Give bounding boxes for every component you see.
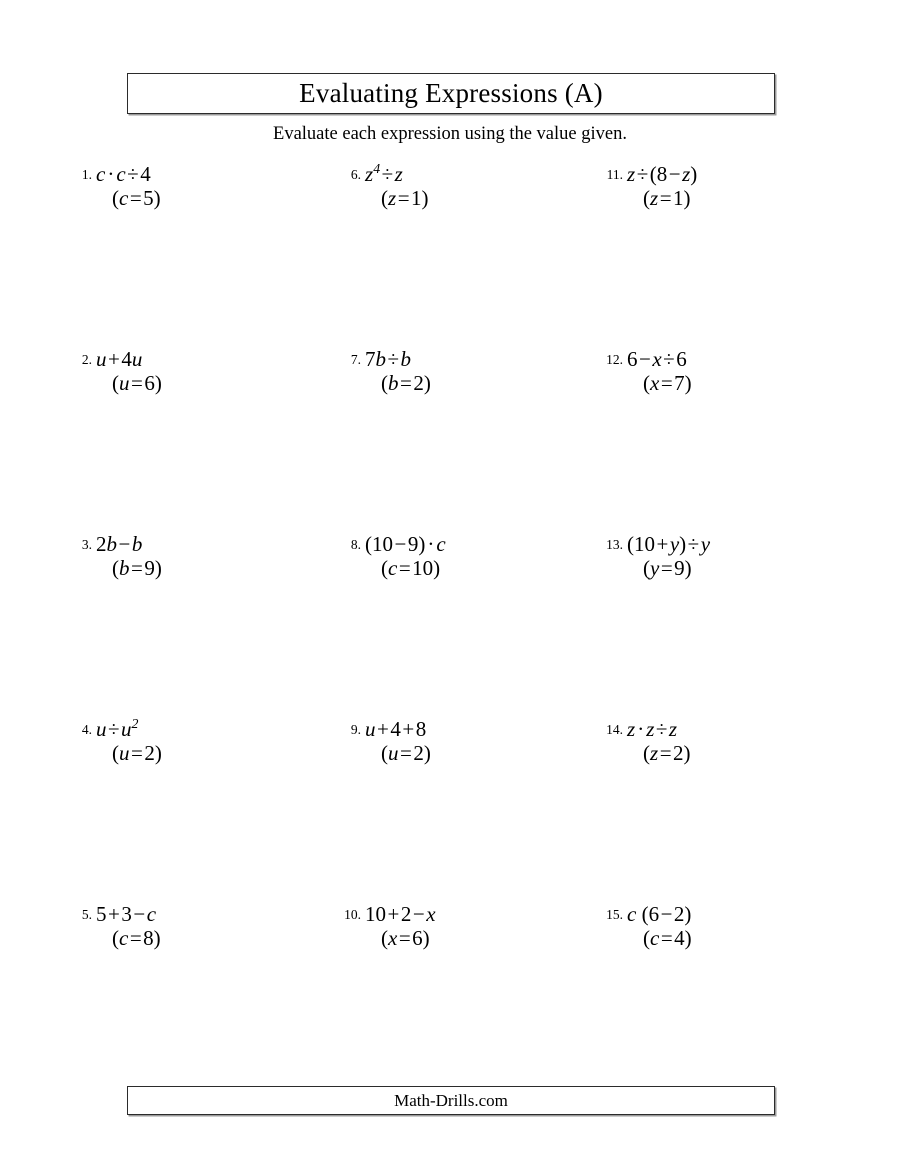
problem-1	[68, 163, 265, 210]
problem-cell-14	[535, 718, 900, 903]
problem-expression: 2b−b	[96, 532, 143, 556]
problem-number: 3.	[81, 537, 92, 552]
problem-number: 4.	[81, 722, 92, 737]
problem-9	[335, 718, 535, 765]
problem-expression: 5+3−c	[96, 902, 157, 926]
problem-cell-9	[265, 718, 535, 903]
problem-expression: $u\div u^2$	[96, 716, 139, 741]
problem-expression: (10−9)·c	[365, 532, 446, 556]
problem-2	[68, 348, 265, 395]
problem-number: 1.	[81, 167, 92, 182]
problem-value: (x=6)	[381, 925, 430, 950]
problem-number: 12.	[606, 352, 623, 367]
problem-3	[68, 533, 265, 580]
problem-value: (b=2)	[381, 370, 431, 395]
problem-row	[0, 718, 900, 903]
problem-number: 13.	[606, 537, 623, 552]
problem-value: (z=1)	[643, 185, 691, 210]
problem-row	[0, 903, 900, 1088]
problem-expression: 6−x÷6	[627, 347, 687, 371]
problem-value: (u=2)	[381, 740, 431, 765]
problem-cell-8	[265, 533, 535, 718]
problem-value: (u=2)	[112, 740, 162, 765]
problem-cell-15	[535, 903, 900, 1088]
problem-value: (c=10)	[381, 555, 441, 580]
problem-number: 10.	[344, 907, 361, 922]
problem-row	[0, 533, 900, 718]
problem-expression: 10+2−x	[365, 902, 436, 926]
problem-expression: z·z÷z	[627, 717, 678, 741]
problem-6	[335, 163, 535, 210]
problem-14	[597, 718, 900, 765]
problem-value: (x=7)	[643, 370, 692, 395]
problem-cell-1	[0, 163, 265, 348]
problem-10	[335, 903, 535, 950]
problem-8	[335, 533, 535, 580]
problem-number: 11.	[606, 167, 623, 182]
problem-number: 15.	[606, 907, 623, 922]
problem-value: (b=9)	[112, 555, 162, 580]
problem-cell-4	[0, 718, 265, 903]
problem-number: 5.	[81, 907, 92, 922]
problem-cell-13	[535, 533, 900, 718]
problem-number: 14.	[606, 722, 623, 737]
problem-11	[597, 163, 900, 210]
problem-grid	[0, 163, 900, 1088]
problem-row	[0, 163, 900, 348]
problem-expression: z÷(8−z)	[627, 162, 698, 186]
problem-expression: u+4+8	[365, 717, 427, 741]
problem-15	[597, 903, 900, 950]
problem-cell-5	[0, 903, 265, 1088]
problem-12	[597, 348, 900, 395]
footer-label: Math-Drills.com	[394, 1091, 508, 1110]
problem-value: (z=1)	[381, 185, 429, 210]
problem-expression: 7b÷b	[365, 347, 412, 371]
problem-value: (z=2)	[643, 740, 691, 765]
problem-13	[597, 533, 900, 580]
problem-number: 9.	[350, 722, 361, 737]
problem-number: 7.	[350, 352, 361, 367]
problem-expression: $z^4\div z$	[365, 161, 403, 186]
problem-number: 8.	[350, 537, 361, 552]
problem-expression: (10+y)÷y	[627, 532, 711, 556]
problem-cell-2	[0, 348, 265, 533]
instructions-text: Evaluate each expression using the value given.	[273, 124, 627, 144]
problem-row	[0, 348, 900, 533]
problem-value: (c=5)	[112, 185, 161, 210]
problem-number: 2.	[81, 352, 92, 367]
problem-value: (u=6)	[112, 370, 162, 395]
worksheet-footer-box	[127, 1086, 775, 1115]
problem-expression: c (6−2)	[627, 902, 692, 926]
problem-7	[335, 348, 535, 395]
problem-cell-12	[535, 348, 900, 533]
problem-expression: u+4u	[96, 347, 143, 371]
problem-number: 6.	[350, 167, 361, 182]
problem-4	[68, 718, 265, 765]
problem-5	[68, 903, 265, 950]
problem-value: (y=9)	[643, 555, 692, 580]
worksheet-title-box	[127, 73, 775, 114]
problem-cell-10	[265, 903, 535, 1088]
problem-cell-6	[265, 163, 535, 348]
problem-cell-11	[535, 163, 900, 348]
problem-value: (c=8)	[112, 925, 161, 950]
page-title: Evaluating Expressions (A)	[299, 78, 603, 108]
problem-cell-7	[265, 348, 535, 533]
problem-value: (c=4)	[643, 925, 692, 950]
problem-expression: c·c÷4	[96, 162, 151, 186]
problem-cell-3	[0, 533, 265, 718]
